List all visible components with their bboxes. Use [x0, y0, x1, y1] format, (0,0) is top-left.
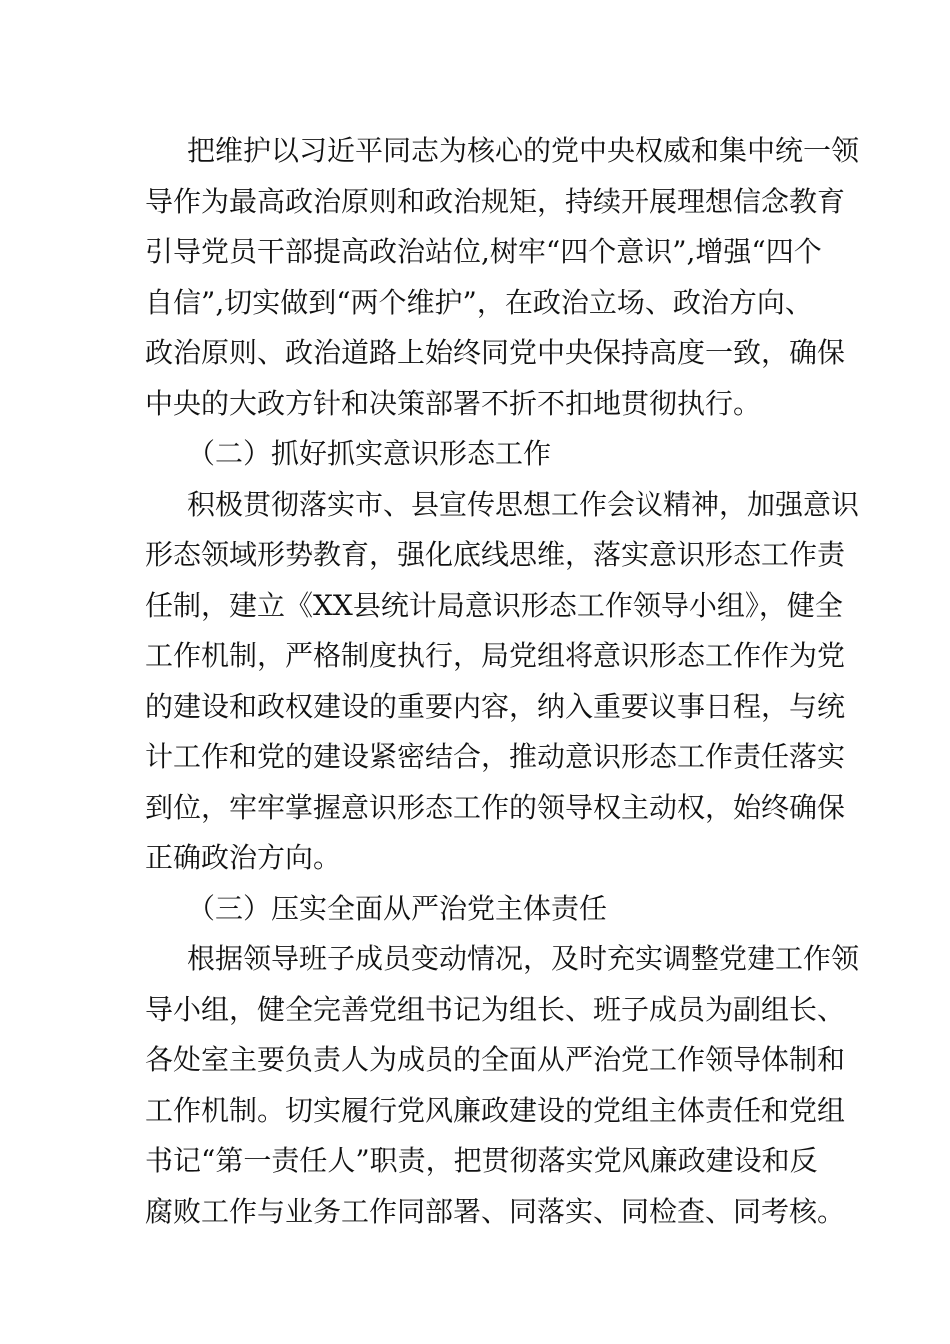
- paragraph-line: 自信”,切实做到“两个维护”，在政治立场、政治方向、: [145, 285, 813, 319]
- paragraph-line: 形态领域形势教育，强化底线思维，落实意识形态工作责: [145, 538, 846, 571]
- section-heading-ideology: （二）抓好抓实意识形态工作: [187, 437, 552, 470]
- paragraph-party-governance: [145, 934, 860, 1237]
- paragraph-line: 到位，牢牢掌握意识形态工作的领导权主动权，始终确保: [145, 790, 846, 824]
- section-heading-party-governance: （三）压实全面从严治党主体责任: [187, 891, 608, 925]
- paragraph-line: 的建设和政权建设的重要内容，纳入重要议事日程，与统: [145, 689, 846, 723]
- paragraph-line: 政治原则、政治道路上始终同党中央保持高度一致，确保: [145, 336, 846, 369]
- paragraph-line: 任制，建立《XX县统计局意识形态工作领导小组》，健全: [145, 588, 843, 622]
- paragraph-line: 计工作和党的建设紧密结合，推动意识形态工作责任落实: [145, 740, 846, 773]
- paragraph-line: 工作机制，严格制度执行，局党组将意识形态工作作为党: [145, 639, 846, 672]
- paragraph-line: 导小组，健全完善党组书记为组长、班子成员为副组长、: [145, 992, 846, 1026]
- paragraph-line: 导作为最高政治原则和政治规矩，持续开展理想信念教育: [145, 184, 846, 218]
- paragraph-line: 积极贯彻落实市、县宣传思想工作会议精神，加强意识: [187, 487, 860, 521]
- paragraph-line: 引导党员干部提高政治站位,树牢“四个意识”,增强“四个: [145, 235, 822, 268]
- paragraph-line: 根据领导班子成员变动情况，及时充实调整党建工作领: [187, 942, 860, 975]
- paragraph-line: 腐败工作与业务工作同部署、同落实、同检查、同考核。: [145, 1194, 846, 1228]
- paragraph-line: 正确政治方向。: [145, 841, 342, 874]
- paragraph-line: 各处室主要负责人为成员的全面从严治党工作领导体制和: [145, 1043, 846, 1076]
- paragraph-line: 中央的大政方针和决策部署不折不扣地贯彻执行。: [145, 386, 762, 420]
- document-body: [145, 126, 860, 1237]
- paragraph-line: 工作机制。切实履行党风廉政建设的党组主体责任和党组: [145, 1093, 846, 1127]
- paragraph-political-loyalty: [145, 126, 860, 429]
- paragraph-ideology-work: [145, 480, 860, 884]
- paragraph-line: 书记“第一责任人”职责，把贯彻落实党风廉政建设和反: [145, 1144, 818, 1177]
- paragraph-line: 把维护以习近平同志为核心的党中央权威和集中统一领: [187, 134, 860, 167]
